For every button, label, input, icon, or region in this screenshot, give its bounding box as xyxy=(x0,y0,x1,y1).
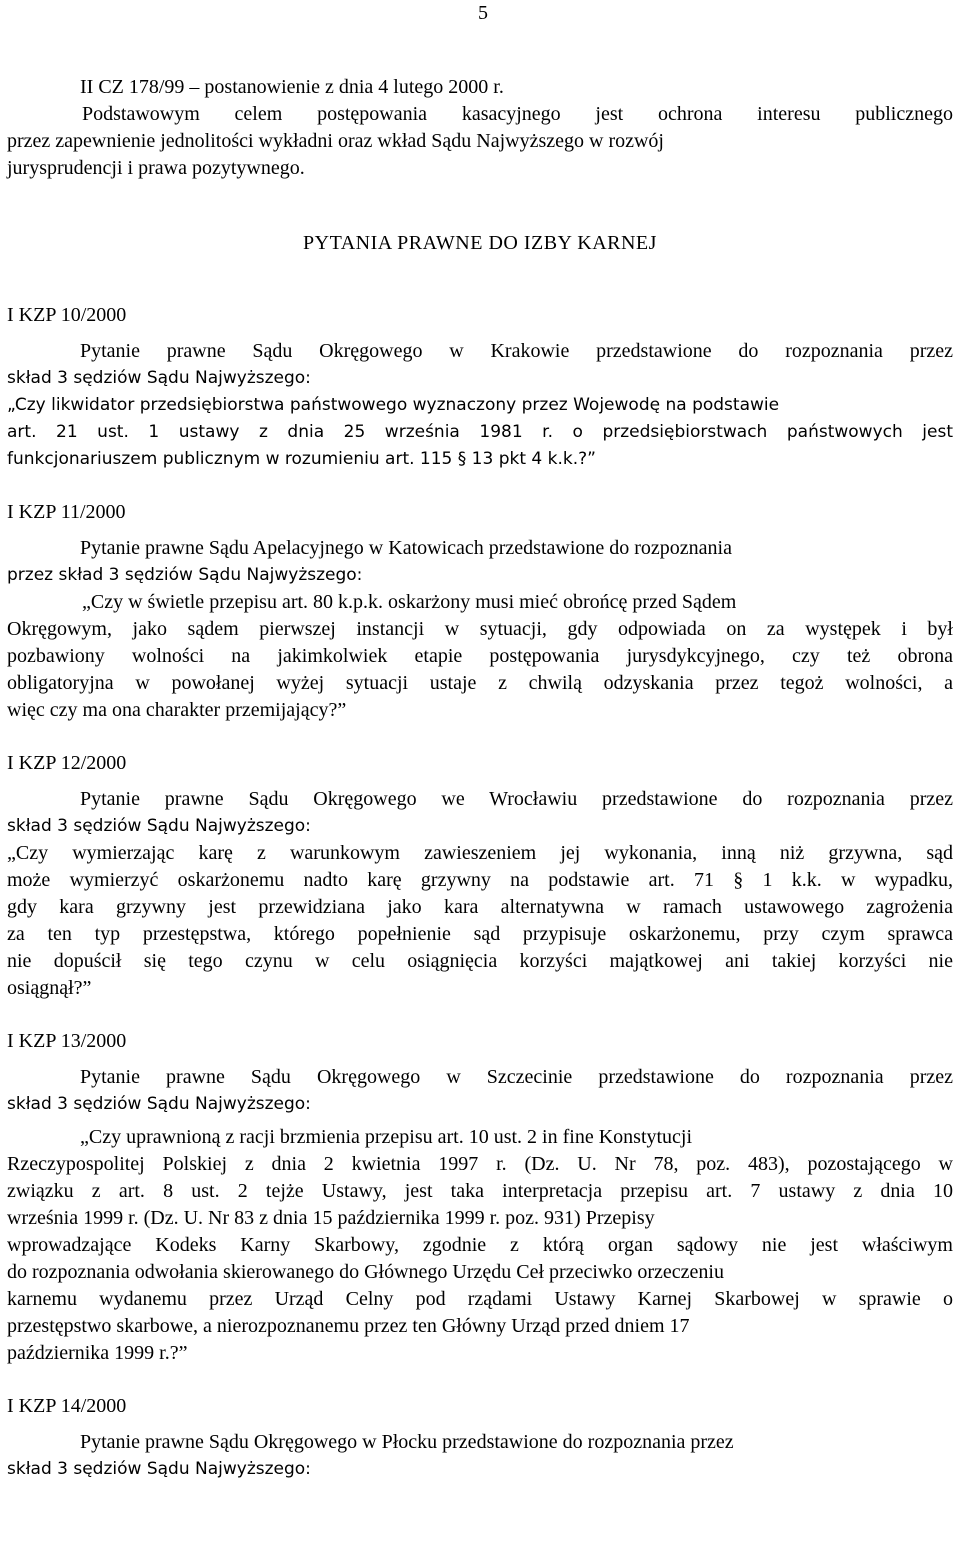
question-line: przestępstwo skarbowe, a nierozpoznanemu przez ten Główny Urząd przed dniem 17 xyxy=(7,1315,690,1337)
intro-text-line: przez zapewnienie jednolitości wykładni oraz wkład Sądu Najwyższego w rozwój xyxy=(7,130,664,152)
question-line: września 1999 r. (Dz. U. Nr 83 z dnia 15 października 1999 r. poz. 931) Przepisy xyxy=(7,1207,655,1229)
question-line: „Czy w świetle przepisu art. 80 k.p.k. oskarżony musi mieć obrońcę przed Sądem xyxy=(82,591,737,613)
question-line: „Czy likwidator przedsiębiorstwa państwowego wyznaczony przez Wojewodę na podstawie xyxy=(7,395,780,415)
case-intro-line: Pytanie prawne Sądu Okręgowego w Szczecinie przedstawione do rozpoznania przez xyxy=(80,1066,953,1088)
case-intro-line: skład 3 sędziów Sądu Najwyższego: xyxy=(7,816,311,836)
question-line: za ten typ przestępstwa, którego popełnienie sąd przypisuje oskarżonemu, przy czym sprawca xyxy=(7,923,953,945)
case-intro-line: skład 3 sędziów Sądu Najwyższego: xyxy=(7,1459,311,1479)
case-id: I KZP 10/2000 xyxy=(7,304,127,326)
document-body xyxy=(7,74,953,1483)
case-id: I KZP 13/2000 xyxy=(7,1030,127,1052)
case-entry xyxy=(7,750,953,1002)
intro-block xyxy=(7,74,953,182)
case-reference: II CZ 178/99 – postanowienie z dnia 4 lutego 2000 r. xyxy=(80,76,504,98)
question-line: do rozpoznania odwołania skierowanego do Głównego Urzędu Ceł przeciwko orzeczeniu xyxy=(7,1261,724,1283)
case-entry xyxy=(7,1393,953,1483)
question-line: „Czy wymierzając karę z warunkowym zawieszeniem jej wykonania, inną niż grzywna, sąd xyxy=(7,842,953,864)
case-entry xyxy=(7,1028,953,1367)
question-line: października 1999 r.?” xyxy=(7,1342,188,1364)
question-line: może wymierzyć oskarżonemu nadto karę grzywny na podstawie art. 71 § 1 k.k. w wypadku, xyxy=(7,869,953,891)
question-line: Rzeczypospolitej Polskiej z dnia 2 kwietnia 1997 r. (Dz. U. Nr 78, poz. 483), pozostającego w xyxy=(7,1153,953,1175)
case-id: I KZP 11/2000 xyxy=(7,501,126,523)
case-intro-line: skład 3 sędziów Sądu Najwyższego: xyxy=(7,368,311,388)
question-line: związku z art. 8 ust. 2 tejże Ustawy, jest taka interpretacja przepisu art. 7 ustawy z dnia 10 xyxy=(7,1180,953,1202)
question-line: karnemu wydanemu przez Urząd Celny pod rządami Ustawy Karnej Skarbowej w sprawie o xyxy=(7,1288,953,1310)
question-line: nie dopuścił się tego czynu w celu osiągnięcia korzyści majątkowej ani takiej korzyści nie xyxy=(7,950,953,972)
question-line: art. 21 ust. 1 ustawy z dnia 25 września 1981 r. o przedsiębiorstwach państwowych jest xyxy=(7,422,953,442)
section-heading: PYTANIA PRAWNE DO IZBY KARNEJ xyxy=(303,232,657,254)
case-intro-line: Pytanie prawne Sądu Apelacyjnego w Katowicach przedstawione do rozpoznania xyxy=(80,537,732,559)
question-line: więc czy ma ona charakter przemijający?” xyxy=(7,699,347,721)
case-intro-line: Pytanie prawne Sądu Okręgowego w Krakowie przedstawione do rozpoznania przez xyxy=(80,340,953,362)
case-id: I KZP 14/2000 xyxy=(7,1395,127,1417)
intro-text-line: jurysprudencji i prawa pozytywnego. xyxy=(7,157,305,179)
question-line: obligatoryjna w powołanej wyżej sytuacji ustaje z chwilą odzyskania przez tegoż wolności, a xyxy=(7,672,953,694)
question-line: wprowadzające Kodeks Karny Skarbowy, zgodnie z którą organ sądowy nie jest właściwym xyxy=(7,1234,953,1256)
case-entry xyxy=(7,302,953,473)
case-intro-line: Pytanie prawne Sądu Okręgowego we Wrocławiu przedstawione do rozpoznania przez xyxy=(80,788,953,810)
case-entry xyxy=(7,499,953,724)
page-number: 5 xyxy=(478,2,488,24)
question-line: pozbawiony wolności na jakimkolwiek etapie postępowania jurysdykcyjnego, czy też obrona xyxy=(7,645,953,667)
question-line: funkcjonariuszem publicznym w rozumieniu art. 115 § 13 pkt 4 k.k.?” xyxy=(7,449,596,469)
case-id: I KZP 12/2000 xyxy=(7,752,127,774)
case-intro-line: skład 3 sędziów Sądu Najwyższego: xyxy=(7,1094,311,1114)
case-intro-line: przez skład 3 sędziów Sądu Najwyższego: xyxy=(7,565,363,585)
intro-text-line: Podstawowym celem postępowania kasacyjnego jest ochrona interesu publicznego xyxy=(82,103,953,125)
question-line: Okręgowym, jako sądem pierwszej instancji w sytuacji, gdy odpowiada on za występek i był xyxy=(7,618,953,640)
question-line: osiągnął?” xyxy=(7,977,92,999)
case-intro-line: Pytanie prawne Sądu Okręgowego w Płocku przedstawione do rozpoznania przez xyxy=(80,1431,734,1453)
question-line: „Czy uprawnioną z racji brzmienia przepisu art. 10 ust. 2 in fine Konstytucji xyxy=(80,1126,693,1148)
question-line: gdy kara grzywny jest przewidziana jako kara alternatywna w ramach ustawowego zagrożenia xyxy=(7,896,953,918)
